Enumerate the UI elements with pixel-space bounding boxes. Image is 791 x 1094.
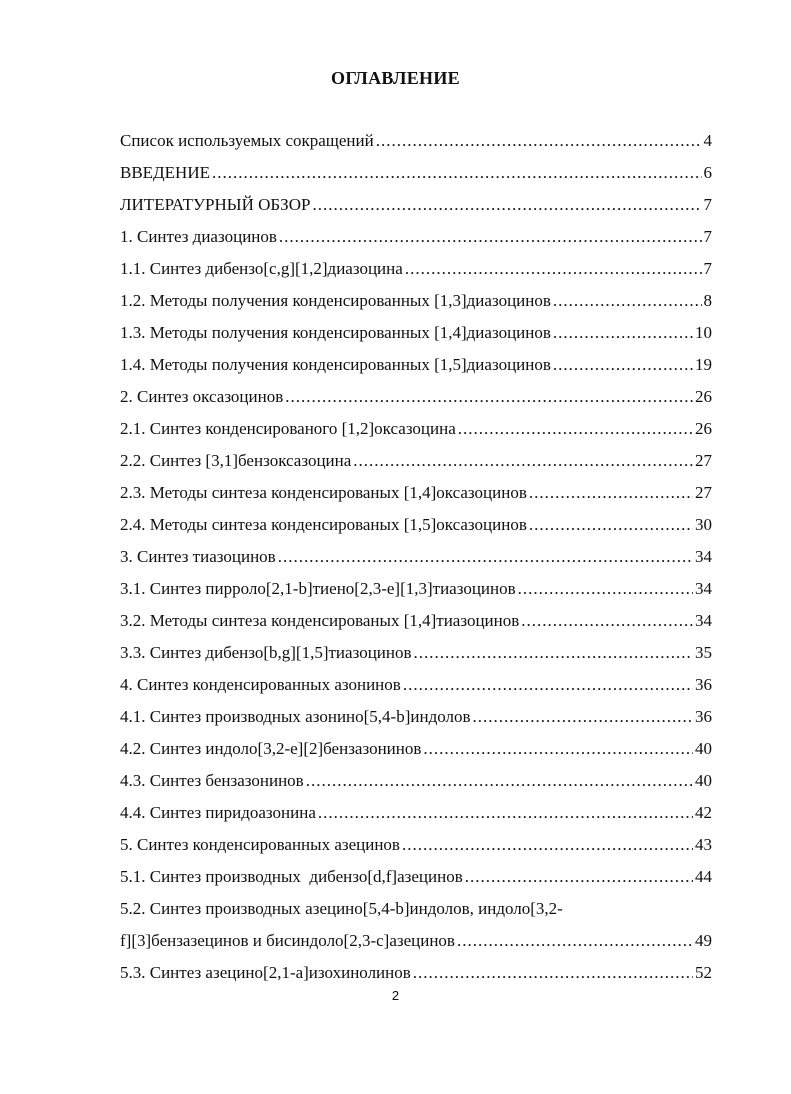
toc-entry-label: 3.2. Методы синтеза конденсированых [1,4]тиазоцинов <box>120 611 520 630</box>
leader-dots <box>473 702 693 732</box>
toc-entry[interactable] <box>120 926 712 956</box>
toc-entry-page: 43 <box>695 835 712 854</box>
toc-entry[interactable] <box>120 158 712 188</box>
toc-entry-page: 19 <box>695 355 712 374</box>
toc-entry[interactable] <box>120 574 712 604</box>
toc-entry[interactable] <box>120 670 712 700</box>
toc-entry-label: ВВЕДЕНИЕ <box>120 163 210 182</box>
leader-dots <box>312 190 701 220</box>
toc-entry-label: 1.4. Методы получения конденсированных [1,5]диазоцинов <box>120 355 551 374</box>
toc-entry-label: 4. Синтез конденсированных азонинов <box>120 675 401 694</box>
leader-dots <box>413 958 693 988</box>
toc-entry[interactable] <box>120 222 712 252</box>
toc-entry-page: 52 <box>695 963 712 982</box>
leader-dots <box>414 638 693 668</box>
toc-entry[interactable] <box>120 318 712 348</box>
toc-entry-label: f][3]бензазецинов и бисиндоло[2,3-c]азецинов <box>120 931 455 950</box>
leader-dots <box>553 318 693 348</box>
toc-entry-label: Список используемых сокращений <box>120 131 374 150</box>
toc-entry-label: ЛИТЕРАТУРНЫЙ ОБЗОР <box>120 195 311 214</box>
leader-dots <box>529 510 693 540</box>
leader-dots <box>457 926 693 956</box>
toc-entry[interactable] <box>120 702 712 732</box>
toc-entry-label: 4.1. Синтез производных азонино[5,4-b]индолов <box>120 707 471 726</box>
toc-entry[interactable] <box>120 958 712 988</box>
leader-dots <box>318 798 693 828</box>
toc-entry-page: 10 <box>695 323 712 342</box>
toc-entry-page: 27 <box>695 451 712 470</box>
toc-entry-page: 35 <box>695 643 712 662</box>
toc-entry-page: 7 <box>703 259 712 278</box>
toc-entry-label: 1. Синтез диазоцинов <box>120 227 277 246</box>
leader-dots <box>403 670 693 700</box>
toc-entry[interactable] <box>120 830 712 860</box>
toc-entry[interactable] <box>120 126 712 156</box>
leader-dots <box>553 286 702 316</box>
toc-entry[interactable] <box>120 766 712 796</box>
toc-entry[interactable] <box>120 382 712 412</box>
toc-entry-label: 2.2. Синтез [3,1]бензоксазоцина <box>120 451 352 470</box>
toc-entry-page: 8 <box>703 291 712 310</box>
toc-entry-label: 2.3. Методы синтеза конденсированых [1,4]оксазоцинов <box>120 483 527 502</box>
toc-entry[interactable] <box>120 862 712 892</box>
toc-entry-label: 4.2. Синтез индоло[3,2-e][2]бензазонинов <box>120 739 422 758</box>
toc-entry-page: 6 <box>703 163 712 182</box>
toc-entry-page: 34 <box>695 611 712 630</box>
toc-entry-label: 1.2. Методы получения конденсированных [1,3]диазоцинов <box>120 291 551 310</box>
leader-dots <box>402 830 693 860</box>
leader-dots <box>306 766 693 796</box>
toc-entry-page: 44 <box>695 867 712 886</box>
toc-entry-page: 34 <box>695 579 712 598</box>
leader-dots <box>405 254 702 284</box>
toc-entry-label: 5.1. Синтез производных дибензо[d,f]азецинов <box>120 867 463 886</box>
toc-entry-label: 2.4. Методы синтеза конденсированых [1,5]оксазоцинов <box>120 515 527 534</box>
toc-entry[interactable] <box>120 478 712 508</box>
toc-entry-label: 1.3. Методы получения конденсированных [1,4]диазоцинов <box>120 323 551 342</box>
toc-entry-label: 3. Синтез тиазоцинов <box>120 547 276 566</box>
toc-entry-page: 49 <box>695 931 712 950</box>
toc-entry-page: 40 <box>695 739 712 758</box>
leader-dots <box>553 350 693 380</box>
toc-entry[interactable] <box>120 542 712 572</box>
toc-entry[interactable] <box>120 510 712 540</box>
leader-dots <box>353 446 693 476</box>
leader-dots <box>279 222 702 252</box>
toc-entry-page: 34 <box>695 547 712 566</box>
toc-entry-label: 4.4. Синтез пиридоазонина <box>120 803 316 822</box>
toc-entry-label: 3.3. Синтез дибензо[b,g][1,5]тиазоцинов <box>120 643 412 662</box>
leader-dots <box>518 574 693 604</box>
toc-entry-line[interactable]: 5.2. Синтез производных азецино[5,4-b]индолов, индоло[3,2- <box>120 899 563 918</box>
leader-dots <box>465 862 693 892</box>
toc-entry[interactable] <box>120 446 712 476</box>
toc-entry-label: 2.1. Синтез конденсированого [1,2]оксазоцина <box>120 419 456 438</box>
page-number: 2 <box>391 988 400 1003</box>
leader-dots <box>423 734 693 764</box>
leader-dots <box>212 158 702 188</box>
toc-entry[interactable] <box>120 190 712 220</box>
toc-entry-page: 36 <box>695 707 712 726</box>
toc-entry-label: 2. Синтез оксазоцинов <box>120 387 284 406</box>
toc-entry-page: 30 <box>695 515 712 534</box>
toc-entry[interactable] <box>120 254 712 284</box>
toc-entry[interactable] <box>120 414 712 444</box>
leader-dots <box>521 606 693 636</box>
leader-dots <box>458 414 693 444</box>
leader-dots <box>529 478 693 508</box>
toc-entry[interactable] <box>120 734 712 764</box>
toc-entry-page: 42 <box>695 803 712 822</box>
toc-entry-label: 5. Синтез конденсированных азецинов <box>120 835 400 854</box>
toc-entry-page: 7 <box>703 195 712 214</box>
toc-entry-page: 4 <box>703 131 712 150</box>
toc-entry[interactable] <box>120 350 712 380</box>
toc-entry-page: 26 <box>695 387 712 406</box>
toc-entry[interactable] <box>120 638 712 668</box>
toc-entry[interactable] <box>120 286 712 316</box>
toc-entry-label: 3.1. Синтез пирроло[2,1-b]тиено[2,3-e][1,3]тиазоцинов <box>120 579 516 598</box>
leader-dots <box>285 382 693 412</box>
leader-dots <box>376 126 702 156</box>
page-title: ОГЛАВЛЕНИЕ <box>331 68 460 88</box>
toc-entry-label: 1.1. Синтез дибензо[c,g][1,2]диазоцина <box>120 259 403 278</box>
toc-entry-page: 7 <box>703 227 712 246</box>
toc-entry[interactable] <box>120 798 712 828</box>
leader-dots <box>278 542 693 572</box>
toc-entry-label: 4.3. Синтез бензазонинов <box>120 771 304 790</box>
toc-entry[interactable] <box>120 606 712 636</box>
toc-entry-page: 26 <box>695 419 712 438</box>
toc-entry-page: 40 <box>695 771 712 790</box>
toc-entry-page: 27 <box>695 483 712 502</box>
toc-entry-label: 5.3. Синтез азецино[2,1-a]изохинолинов <box>120 963 411 982</box>
toc-entry-page: 36 <box>695 675 712 694</box>
